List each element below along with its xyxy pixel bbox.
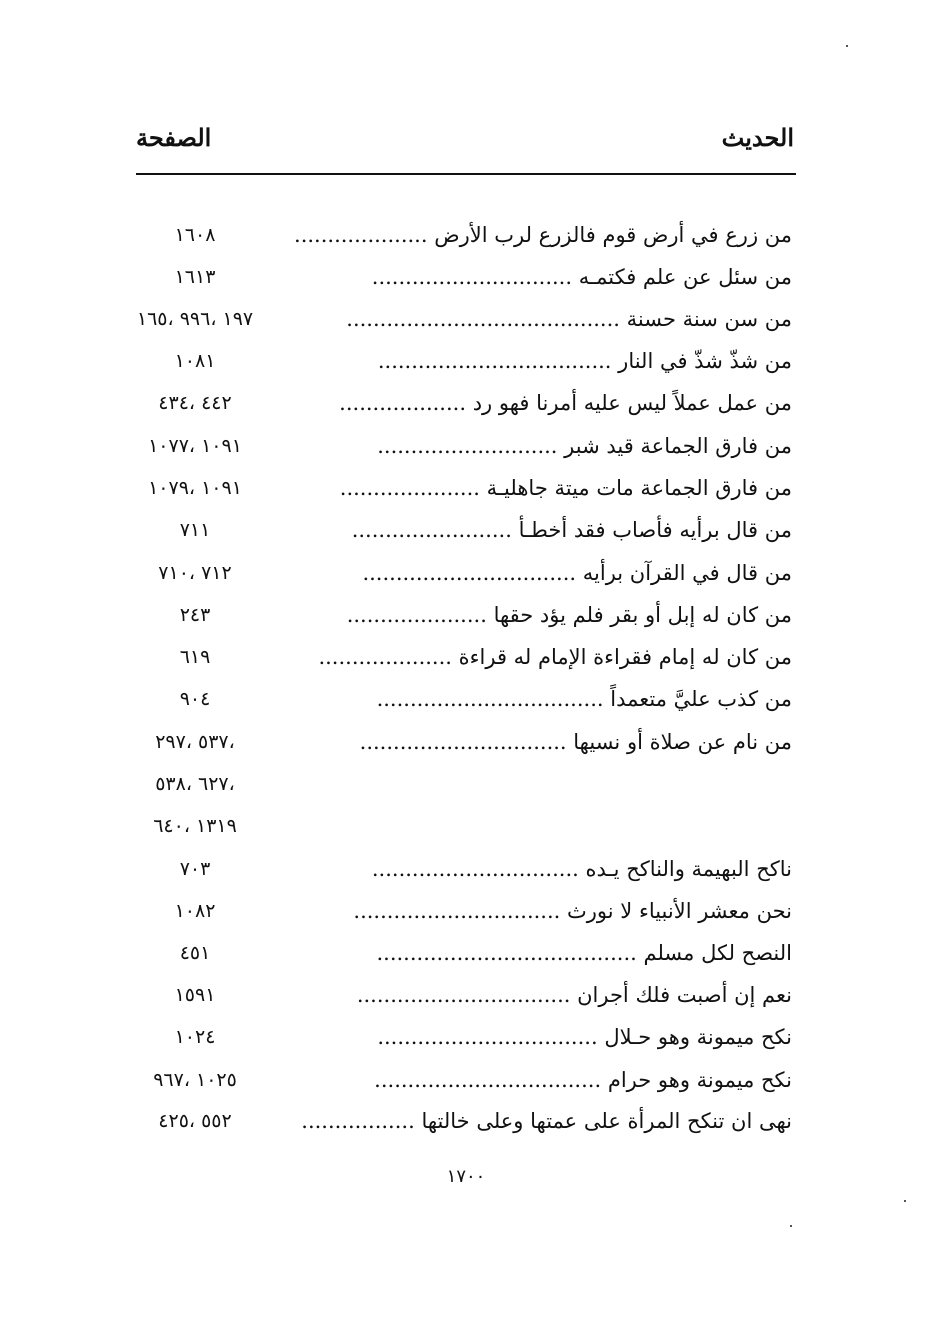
index-entry bbox=[0, 425, 932, 467]
hadith-text: من سئل عن علم فكتمـه bbox=[578, 265, 792, 289]
page-refs: ،٦٢٧ ،٥٣٨ bbox=[155, 773, 235, 795]
hadith-line bbox=[292, 932, 792, 974]
hadith-line bbox=[292, 974, 792, 1016]
hadith-line bbox=[292, 890, 792, 932]
hadith-line bbox=[292, 340, 792, 382]
leader-dots: .................................. bbox=[374, 1068, 602, 1092]
leader-dots: ................................ bbox=[356, 983, 571, 1007]
leader-dots: ................................ bbox=[362, 561, 577, 585]
hadith-text: ناكح البهيمة والناكح يـده bbox=[585, 857, 792, 881]
leader-dots: ..................... bbox=[339, 476, 480, 500]
hadith-text: من قال في القرآن برأيه bbox=[582, 561, 792, 585]
page-refs: ١٠٨١ bbox=[174, 350, 216, 372]
hadith-line bbox=[292, 678, 792, 720]
index-entry bbox=[0, 1016, 932, 1058]
index-entry bbox=[0, 974, 932, 1016]
hadith-text: من زرع في أرض قوم فالزرع لرب الأرض bbox=[434, 223, 792, 247]
hadith-text: من فارق الجماعة قيد شبر bbox=[564, 434, 792, 458]
page-refs: ٤٤٢ ،٤٣٤ bbox=[158, 392, 232, 414]
index-entry bbox=[0, 214, 932, 256]
leader-dots: ........................ bbox=[351, 518, 512, 542]
leader-dots: ........................... bbox=[377, 434, 558, 458]
leader-dots: ............................... bbox=[359, 730, 567, 754]
hadith-line bbox=[292, 298, 792, 340]
hadith-line bbox=[292, 805, 792, 847]
page-refs: ٩٠٤ bbox=[179, 688, 211, 710]
page-number: ١٧٠٠ bbox=[446, 1166, 486, 1187]
page-refs: ١٦١٣ bbox=[174, 266, 216, 288]
index-entry bbox=[0, 721, 932, 763]
leader-dots: .................... bbox=[318, 645, 452, 669]
hadith-line bbox=[292, 509, 792, 551]
hadith-line bbox=[292, 467, 792, 509]
hadith-text: من فارق الجماعة مات ميتة جاهليـة bbox=[486, 476, 792, 500]
page-refs: ١٠٩١ ،١٠٧٩ bbox=[148, 477, 242, 499]
index-entry bbox=[0, 298, 932, 340]
hadith-line bbox=[292, 256, 792, 298]
leader-dots: ................... bbox=[339, 391, 467, 415]
hadith-line bbox=[292, 636, 792, 678]
hadith-text: من نام عن صلاة أو نسيها bbox=[573, 730, 792, 754]
page-refs: ٥٥٢ ،٤٢٥ bbox=[158, 1110, 232, 1132]
page-refs: ٤٥١ bbox=[179, 942, 211, 964]
hadith-line bbox=[292, 721, 792, 763]
hadith-text: من عمل عملاً ليس عليه أمرنا فهو رد bbox=[472, 391, 792, 415]
hadith-text: من كان له إبل أو بقر فلم يؤد حقها bbox=[493, 603, 792, 627]
page-refs: ٢٤٣ bbox=[179, 604, 211, 626]
page-refs: ١٠٢٥ ،٩٦٧ bbox=[153, 1069, 237, 1091]
index-entry bbox=[0, 594, 932, 636]
leader-dots: ....................................... bbox=[376, 941, 637, 965]
page-refs: ١٦٠٨ bbox=[174, 224, 216, 246]
hadith-line bbox=[292, 1059, 792, 1101]
hadith-line bbox=[292, 848, 792, 890]
scan-speck bbox=[904, 1200, 906, 1202]
page-refs: ١٠٨٢ bbox=[174, 900, 216, 922]
index-entry bbox=[0, 848, 932, 890]
index-entry bbox=[0, 636, 932, 678]
hadith-text: نحن معشر الأنبياء لا نورث bbox=[567, 899, 792, 923]
hadith-text: نكح ميمونة وهو حـلال bbox=[604, 1025, 792, 1049]
index-entry bbox=[0, 678, 932, 720]
hadith-line bbox=[292, 1016, 792, 1058]
page-refs: ٧١٢ ،٧١٠ bbox=[158, 562, 232, 584]
hadith-text: نكح ميمونة وهو حرام bbox=[607, 1068, 792, 1092]
leader-dots: ............................... bbox=[371, 857, 579, 881]
index-entry bbox=[0, 509, 932, 551]
index-entry bbox=[0, 890, 932, 932]
page-refs: ١٠٢٤ bbox=[174, 1026, 216, 1048]
page-refs: ١٥٩١ bbox=[174, 984, 216, 1006]
page-refs: ١٣١٩ ،٦٤٠ bbox=[153, 815, 237, 837]
page-refs: ٧٠٣ bbox=[179, 858, 211, 880]
page-refs: ١٠٩١ ،١٠٧٧ bbox=[148, 435, 242, 457]
header-rule bbox=[136, 173, 796, 175]
leader-dots: ................................... bbox=[377, 349, 612, 373]
leader-dots: .............................. bbox=[371, 265, 573, 289]
hadith-text: من كذب عليَّ متعمداً bbox=[610, 687, 792, 711]
index-entry bbox=[0, 932, 932, 974]
index-entry bbox=[0, 467, 932, 509]
hadith-line bbox=[292, 594, 792, 636]
index-entry bbox=[0, 763, 932, 805]
hadith-text: نعم إن أصبت فلك أجران bbox=[577, 983, 792, 1007]
hadith-line bbox=[292, 382, 792, 424]
hadith-line bbox=[292, 425, 792, 467]
column-header-page: الصفحة bbox=[136, 123, 212, 152]
leader-dots: .................... bbox=[294, 223, 428, 247]
hadith-line bbox=[292, 763, 792, 805]
leader-dots: ................. bbox=[301, 1109, 415, 1133]
hadith-text: من سن سنة حسنة bbox=[626, 307, 792, 331]
leader-dots: .................................. bbox=[376, 687, 604, 711]
index-entry bbox=[0, 552, 932, 594]
index-entry bbox=[0, 805, 932, 847]
hadith-text: من قال برأيه فأصاب فقد أخطـأ bbox=[518, 518, 792, 542]
hadith-line bbox=[292, 1100, 792, 1142]
index-entry bbox=[0, 340, 932, 382]
index-entry bbox=[0, 1100, 932, 1142]
page-refs: ،٥٣٧ ،٢٩٧ bbox=[155, 731, 235, 753]
index-entry bbox=[0, 382, 932, 424]
index-entry bbox=[0, 256, 932, 298]
column-header-hadith: الحديث bbox=[721, 123, 794, 152]
scan-speck bbox=[846, 45, 848, 47]
leader-dots: ..................... bbox=[346, 603, 487, 627]
page-refs: ١٩٧ ،٩٩٦ ،١٦٥ bbox=[136, 308, 254, 330]
page-refs: ٦١٩ bbox=[179, 646, 211, 668]
index-entry bbox=[0, 1059, 932, 1101]
leader-dots: ......................................... bbox=[346, 307, 620, 331]
page-refs: ٧١١ bbox=[179, 519, 211, 541]
hadith-text: من كان له إمام فقراءة الإمام له قراءة bbox=[458, 645, 792, 669]
leader-dots: ............................... bbox=[353, 899, 561, 923]
leader-dots: ................................. bbox=[377, 1025, 598, 1049]
hadith-line bbox=[292, 214, 792, 256]
hadith-text: نهى ان تنكح المرأة على عمتها وعلى خالتها bbox=[421, 1109, 792, 1133]
scan-speck bbox=[790, 1225, 792, 1227]
hadith-line bbox=[292, 552, 792, 594]
hadith-text: من شذّ شذّ في النار bbox=[618, 349, 792, 373]
hadith-text: النصح لكل مسلم bbox=[643, 941, 792, 965]
